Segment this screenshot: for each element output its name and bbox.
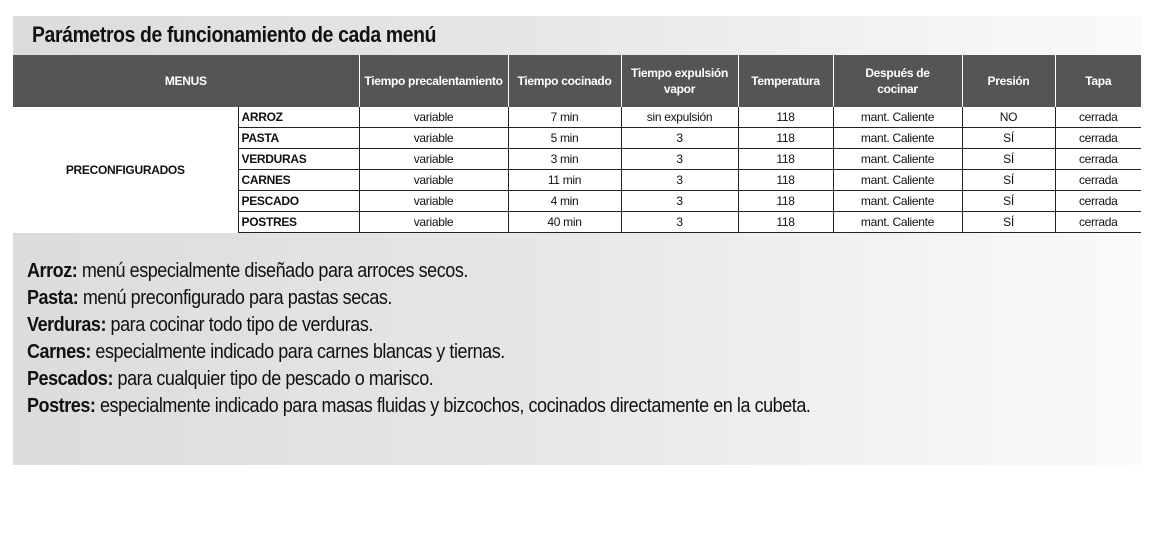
cell-lid: cerrada bbox=[1055, 212, 1141, 233]
cell-menu-name: VERDURAS bbox=[238, 149, 359, 170]
cell-lid: cerrada bbox=[1055, 191, 1141, 212]
description-term: Postres: bbox=[27, 395, 96, 417]
description-text: especialmente indicado para carnes blancas y tiernas. bbox=[90, 341, 505, 363]
description-line bbox=[27, 393, 810, 420]
group-label-preconfigured: PRECONFIGURADOS bbox=[13, 107, 238, 233]
cell-menu-name: ARROZ bbox=[238, 107, 359, 128]
description-text: especialmente indicado para masas fluidas y bizcochos, cocinados directamente en la cubeta. bbox=[95, 395, 811, 417]
description-text: para cocinar todo tipo de verduras. bbox=[105, 314, 373, 336]
description-line bbox=[27, 312, 810, 339]
cell-temperature: 118 bbox=[738, 212, 833, 233]
header-menus: MENUS bbox=[13, 55, 359, 107]
description-term: Verduras: bbox=[27, 314, 106, 336]
cell-lid: cerrada bbox=[1055, 149, 1141, 170]
cell-cook-time: 40 min bbox=[508, 212, 621, 233]
cell-temperature: 118 bbox=[738, 191, 833, 212]
description-line bbox=[27, 366, 810, 393]
cell-steam-release: 3 bbox=[621, 149, 738, 170]
description-term: Arroz: bbox=[27, 260, 78, 282]
cell-preheat-time: variable bbox=[359, 170, 508, 191]
header-temperature: Temperatura bbox=[738, 55, 833, 107]
description-text: menú preconfigurado para pastas secas. bbox=[78, 287, 392, 309]
cell-pressure: SÍ bbox=[962, 191, 1055, 212]
cell-lid: cerrada bbox=[1055, 128, 1141, 149]
menu-descriptions bbox=[27, 258, 810, 420]
cell-cook-time: 4 min bbox=[508, 191, 621, 212]
cell-steam-release: 3 bbox=[621, 128, 738, 149]
cell-temperature: 118 bbox=[738, 107, 833, 128]
cell-steam-release: sin expulsión bbox=[621, 107, 738, 128]
cell-after-cooking: mant. Caliente bbox=[833, 128, 962, 149]
description-line bbox=[27, 258, 810, 285]
header-pressure: Presión bbox=[962, 55, 1055, 107]
cell-cook-time: 3 min bbox=[508, 149, 621, 170]
header-after-cooking bbox=[833, 55, 962, 107]
description-line bbox=[27, 339, 810, 366]
page-title: Parámetros de funcionamiento de cada menú bbox=[32, 22, 437, 47]
cell-pressure: SÍ bbox=[962, 212, 1055, 233]
cell-after-cooking: mant. Caliente bbox=[833, 170, 962, 191]
cell-pressure: SÍ bbox=[962, 128, 1055, 149]
cell-after-cooking: mant. Caliente bbox=[833, 107, 962, 128]
cell-after-cooking: mant. Caliente bbox=[833, 149, 962, 170]
cell-cook-time: 7 min bbox=[508, 107, 621, 128]
cell-preheat-time: variable bbox=[359, 107, 508, 128]
cell-pressure: SÍ bbox=[962, 149, 1055, 170]
description-term: Pescados: bbox=[27, 368, 114, 390]
cell-steam-release: 3 bbox=[621, 170, 738, 191]
menu-parameters-table bbox=[13, 55, 1141, 233]
header-after-line2: cocinar bbox=[877, 82, 918, 96]
description-term: Pasta: bbox=[27, 287, 79, 309]
table-header-row bbox=[13, 55, 1141, 107]
cell-preheat-time: variable bbox=[359, 212, 508, 233]
cell-after-cooking: mant. Caliente bbox=[833, 212, 962, 233]
description-line bbox=[27, 285, 810, 312]
cell-steam-release: 3 bbox=[621, 191, 738, 212]
header-cook-time: Tiempo cocinado bbox=[508, 55, 621, 107]
header-steam-line2: vapor bbox=[663, 82, 696, 96]
cell-pressure: NO bbox=[962, 107, 1055, 128]
description-term: Carnes: bbox=[27, 341, 91, 363]
header-after-line1: Después de bbox=[865, 66, 930, 80]
cell-lid: cerrada bbox=[1055, 170, 1141, 191]
cell-preheat-time: variable bbox=[359, 149, 508, 170]
header-lid: Tapa bbox=[1055, 55, 1141, 107]
cell-menu-name: PASTA bbox=[238, 128, 359, 149]
table-row bbox=[13, 107, 1141, 128]
header-preheat-time: Tiempo precalentamiento bbox=[359, 55, 508, 107]
cell-temperature: 118 bbox=[738, 170, 833, 191]
cell-cook-time: 11 min bbox=[508, 170, 621, 191]
cell-lid: cerrada bbox=[1055, 107, 1141, 128]
cell-cook-time: 5 min bbox=[508, 128, 621, 149]
description-text: menú especialmente diseñado para arroces secos. bbox=[77, 260, 468, 282]
cell-preheat-time: variable bbox=[359, 191, 508, 212]
cell-after-cooking: mant. Caliente bbox=[833, 191, 962, 212]
table-body bbox=[13, 107, 1141, 233]
header-steam-line1: Tiempo expulsión bbox=[631, 66, 728, 80]
cell-pressure: SÍ bbox=[962, 170, 1055, 191]
cell-temperature: 118 bbox=[738, 128, 833, 149]
header-steam-release-time bbox=[621, 55, 738, 107]
cell-temperature: 118 bbox=[738, 149, 833, 170]
cell-menu-name: POSTRES bbox=[238, 212, 359, 233]
cell-menu-name: CARNES bbox=[238, 170, 359, 191]
cell-preheat-time: variable bbox=[359, 128, 508, 149]
cell-steam-release: 3 bbox=[621, 212, 738, 233]
description-text: para cualquier tipo de pescado o marisco. bbox=[113, 368, 434, 390]
cell-menu-name: PESCADO bbox=[238, 191, 359, 212]
